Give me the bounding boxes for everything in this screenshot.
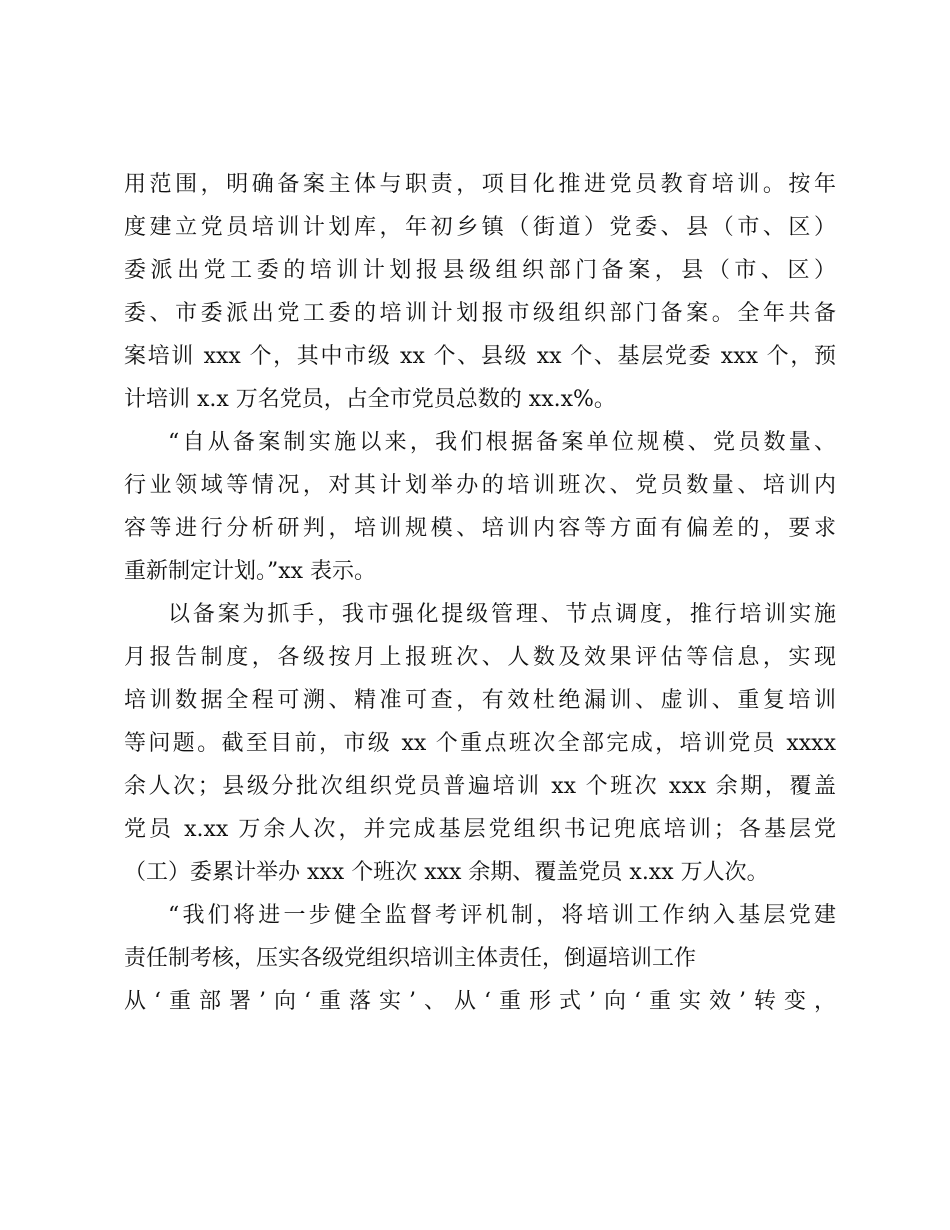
paragraph-line: 重新制定计划。”xx 表示。 <box>124 559 377 584</box>
paragraph-line: 培训数据全程可溯、精准可查，有效杜绝漏训、虚训、重复培训 <box>124 688 836 713</box>
paragraph-line: 度建立党员培训计划库，年初乡镇（街道）党委、县（市、区） <box>124 215 836 240</box>
paragraph-line: 责任制考核，压实各级党组织培训主体责任，倒逼培训工作 <box>124 946 697 971</box>
paragraph-line: 从‘重部署’向‘重落实’、从‘重形式’向‘重实效’转变， <box>124 989 836 1014</box>
paragraph-line: （工）委累计举办 xxx 个班次 xxx 余期、覆盖党员 x.xx 万人次。 <box>124 860 769 885</box>
paragraph-line: 委派出党工委的培训计划报县级组织部门备案，县（市、区） <box>124 258 836 283</box>
paragraph-line: 党员 x.xx 万余人次，并完成基层党组织书记兜底培训；各基层党 <box>124 817 836 842</box>
paragraph-line: 委、市委派出党工委的培训计划报市级组织部门备案。全年共备 <box>124 301 836 326</box>
paragraph-line: 等问题。截至目前，市级 xx 个重点班次全部完成，培训党员 xxxx <box>124 731 836 756</box>
paragraph-line: 以备案为抓手，我市强化提级管理、节点调度，推行培训实施 <box>168 602 836 627</box>
paragraph-line: 行业领域等情况，对其计划举办的培训班次、党员数量、培训内 <box>124 473 836 498</box>
paragraph-line: “自从备案制实施以来，我们根据备案单位规模、党员数量、 <box>168 430 836 455</box>
paragraph-line: 容等进行分析研判，培训规模、培训内容等方面有偏差的，要求 <box>124 516 836 541</box>
paragraph-line: 案培训 xxx 个，其中市级 xx 个、县级 xx 个、基层党委 xxx 个，预 <box>124 344 836 369</box>
paragraph-line: 计培训 x.x 万名党员，占全市党员总数的 xx.x%。 <box>124 387 616 412</box>
paragraph-line: 余人次；县级分批次组织党员普遍培训 xx 个班次 xxx 余期，覆盖 <box>124 774 836 799</box>
paragraph-line: 月报告制度，各级按月上报班次、人数及效果评估等信息，实现 <box>124 645 836 670</box>
paragraph-line: 用范围，明确备案主体与职责，项目化推进党员教育培训。按年 <box>124 172 836 197</box>
paragraph-line: “我们将进一步健全监督考评机制，将培训工作纳入基层党建 <box>168 903 836 928</box>
